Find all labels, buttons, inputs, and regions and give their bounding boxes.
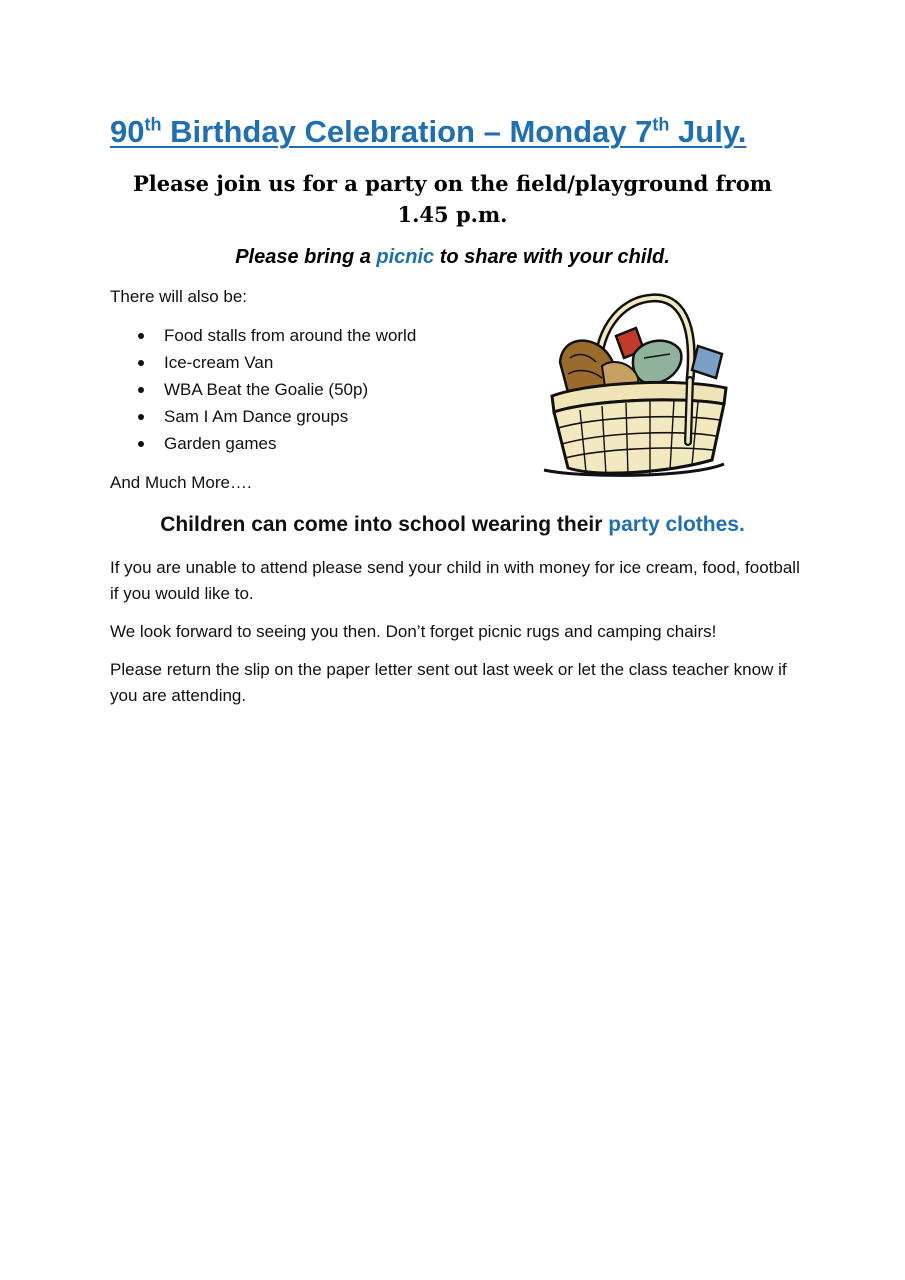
feature-text: Ice-cream Van	[164, 353, 274, 372]
picnic-highlight: picnic	[376, 246, 435, 268]
paragraph-unable-to-attend: If you are unable to attend please send your child in with money for ice cream, food, football if you would like to.	[110, 558, 800, 603]
title-end: July.	[669, 114, 747, 149]
and-much-more: And Much More….	[110, 473, 252, 492]
feature-text: Sam I Am Dance groups	[164, 407, 349, 426]
page-title	[110, 108, 746, 156]
bullet-icon	[138, 333, 144, 339]
picnic-line	[110, 242, 795, 272]
bullet-icon	[138, 441, 144, 447]
features-list	[110, 322, 416, 457]
feature-text: WBA Beat the Goalie (50p)	[164, 380, 369, 399]
title-day-suffix: th	[652, 114, 670, 135]
title-middle: Birthday Celebration – Monday 7	[161, 114, 653, 149]
party-invitation: Please join us for a party on the field/playground from 1.45 p.m.	[133, 171, 772, 227]
bullet-icon	[138, 360, 144, 366]
title-number: 90	[110, 114, 145, 149]
party-clothes-highlight: party clothes.	[608, 513, 745, 536]
list-item	[110, 430, 416, 457]
feature-text: Garden games	[164, 434, 277, 453]
party-clothes-line	[110, 508, 795, 542]
paragraph-look-forward: We look forward to seeing you then. Don’t forget picnic rugs and camping chairs!	[110, 622, 717, 641]
title-number-suffix: th	[144, 114, 162, 135]
features-intro: There will also be:	[110, 287, 248, 306]
picnic-line-after: to share with your child.	[434, 246, 670, 268]
list-item	[110, 349, 416, 376]
paragraph-return-slip: Please return the slip on the paper letter sent out last week or let the class teacher know if you are attending.	[110, 660, 787, 705]
bullet-icon	[138, 387, 144, 393]
list-item	[110, 322, 416, 349]
list-item	[110, 376, 416, 403]
picnic-basket-icon	[540, 292, 732, 480]
list-item	[110, 403, 416, 430]
feature-text: Food stalls from around the world	[164, 326, 417, 345]
picnic-line-before: Please bring a	[235, 246, 377, 268]
bullet-icon	[138, 414, 144, 420]
clothes-line-before: Children can come into school wearing their	[160, 513, 609, 536]
